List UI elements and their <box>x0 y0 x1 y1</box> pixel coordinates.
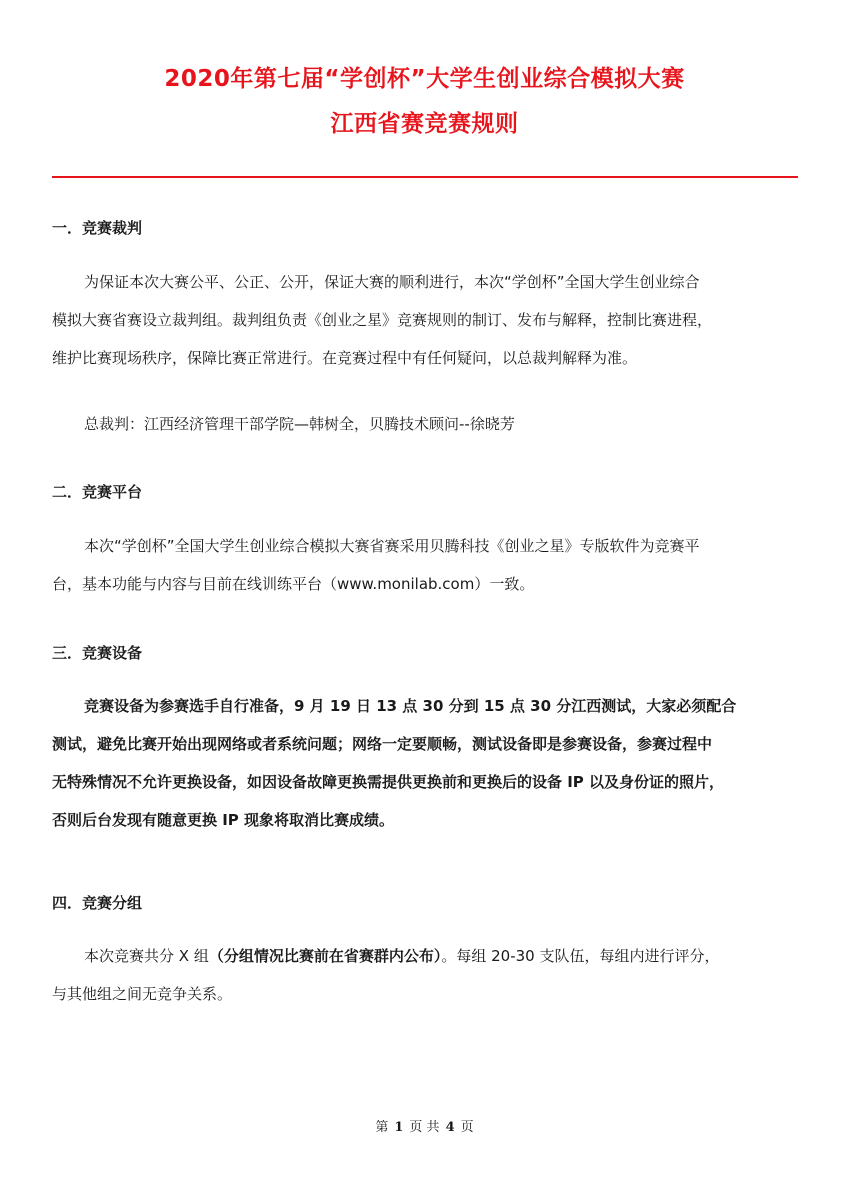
title-divider <box>52 176 798 178</box>
section-heading-judges: 一．竞赛裁判 <box>52 219 143 237</box>
section-heading-grouping: 四．竞赛分组 <box>52 894 143 912</box>
paragraph-line: 本次“学创杯”全国大学生创业综合模拟大赛省赛采用贝腾科技《创业之星》专版软件为竞赛平 <box>84 537 700 555</box>
paragraph-chief-judge <box>52 405 798 443</box>
paragraph-line: 台，基本功能与内容与目前在线训练平台（www.monilab.com）一致。 <box>52 575 535 593</box>
footer-prefix: 第 <box>375 1120 389 1135</box>
grouping-text: 本次竞赛共分 X 组 <box>84 947 209 965</box>
section-heading-platform: 二．竞赛平台 <box>52 483 143 501</box>
paragraph-line: 为保证本次大赛公平、公正、公开，保证大赛的顺利进行，本次“学创杯”全国大学生创业综合 <box>84 273 700 291</box>
paragraph-line <box>52 937 798 975</box>
page-number: 1 <box>394 1120 404 1135</box>
paragraph-line: 总裁判：江西经济管理干部学院—韩树全，贝腾技术顾问--徐晓芳 <box>84 415 515 433</box>
section-heading-equipment: 三．竞赛设备 <box>52 644 143 662</box>
grouping-note-bold: （分组情况比赛前在省赛群内公布） <box>208 947 442 965</box>
paragraph-equipment <box>52 687 798 839</box>
paragraph-platform <box>52 527 798 603</box>
paragraph-line: 模拟大赛省赛设立裁判组。裁判组负责《创业之星》竞赛规则的制订、发布与解释，控制比赛进程， <box>52 311 713 329</box>
page-total: 4 <box>445 1120 455 1135</box>
document-title-line1: 2020年第七届“学创杯”大学生创业综合模拟大赛 <box>164 66 685 92</box>
paragraph-line: 竞赛设备为参赛选手自行准备，9 月 19 日 13 点 30 分到 15 点 30 分江西测试，大家必须配合 <box>84 697 737 715</box>
paragraph-line: 维护比赛现场秩序，保障比赛正常进行。在竞赛过程中有任何疑问，以总裁判解释为准。 <box>52 349 638 367</box>
page-footer <box>0 1116 849 1135</box>
paragraph-line: 测试，避免比赛开始出现网络或者系统问题；网络一定要顺畅，测试设备即是参赛设备，参赛过程中 <box>52 735 713 753</box>
paragraph-line: 与其他组之间无竞争关系。 <box>52 985 233 1003</box>
footer-suffix: 页 <box>460 1120 474 1135</box>
grouping-text: 。每组 20-30 支队伍，每组内进行评分， <box>441 947 720 965</box>
document-title-line2: 江西省赛竞赛规则 <box>330 111 519 137</box>
paragraph-grouping <box>52 937 798 1013</box>
paragraph-line: 否则后台发现有随意更换 IP 现象将取消比赛成绩。 <box>52 811 395 829</box>
paragraph-line: 无特殊情况不允许更换设备，如因设备故障更换需提供更换前和更换后的设备 IP 以及身份证的照片， <box>52 773 725 791</box>
footer-mid: 页 共 <box>409 1120 440 1135</box>
paragraph-judges-intro <box>52 263 798 377</box>
